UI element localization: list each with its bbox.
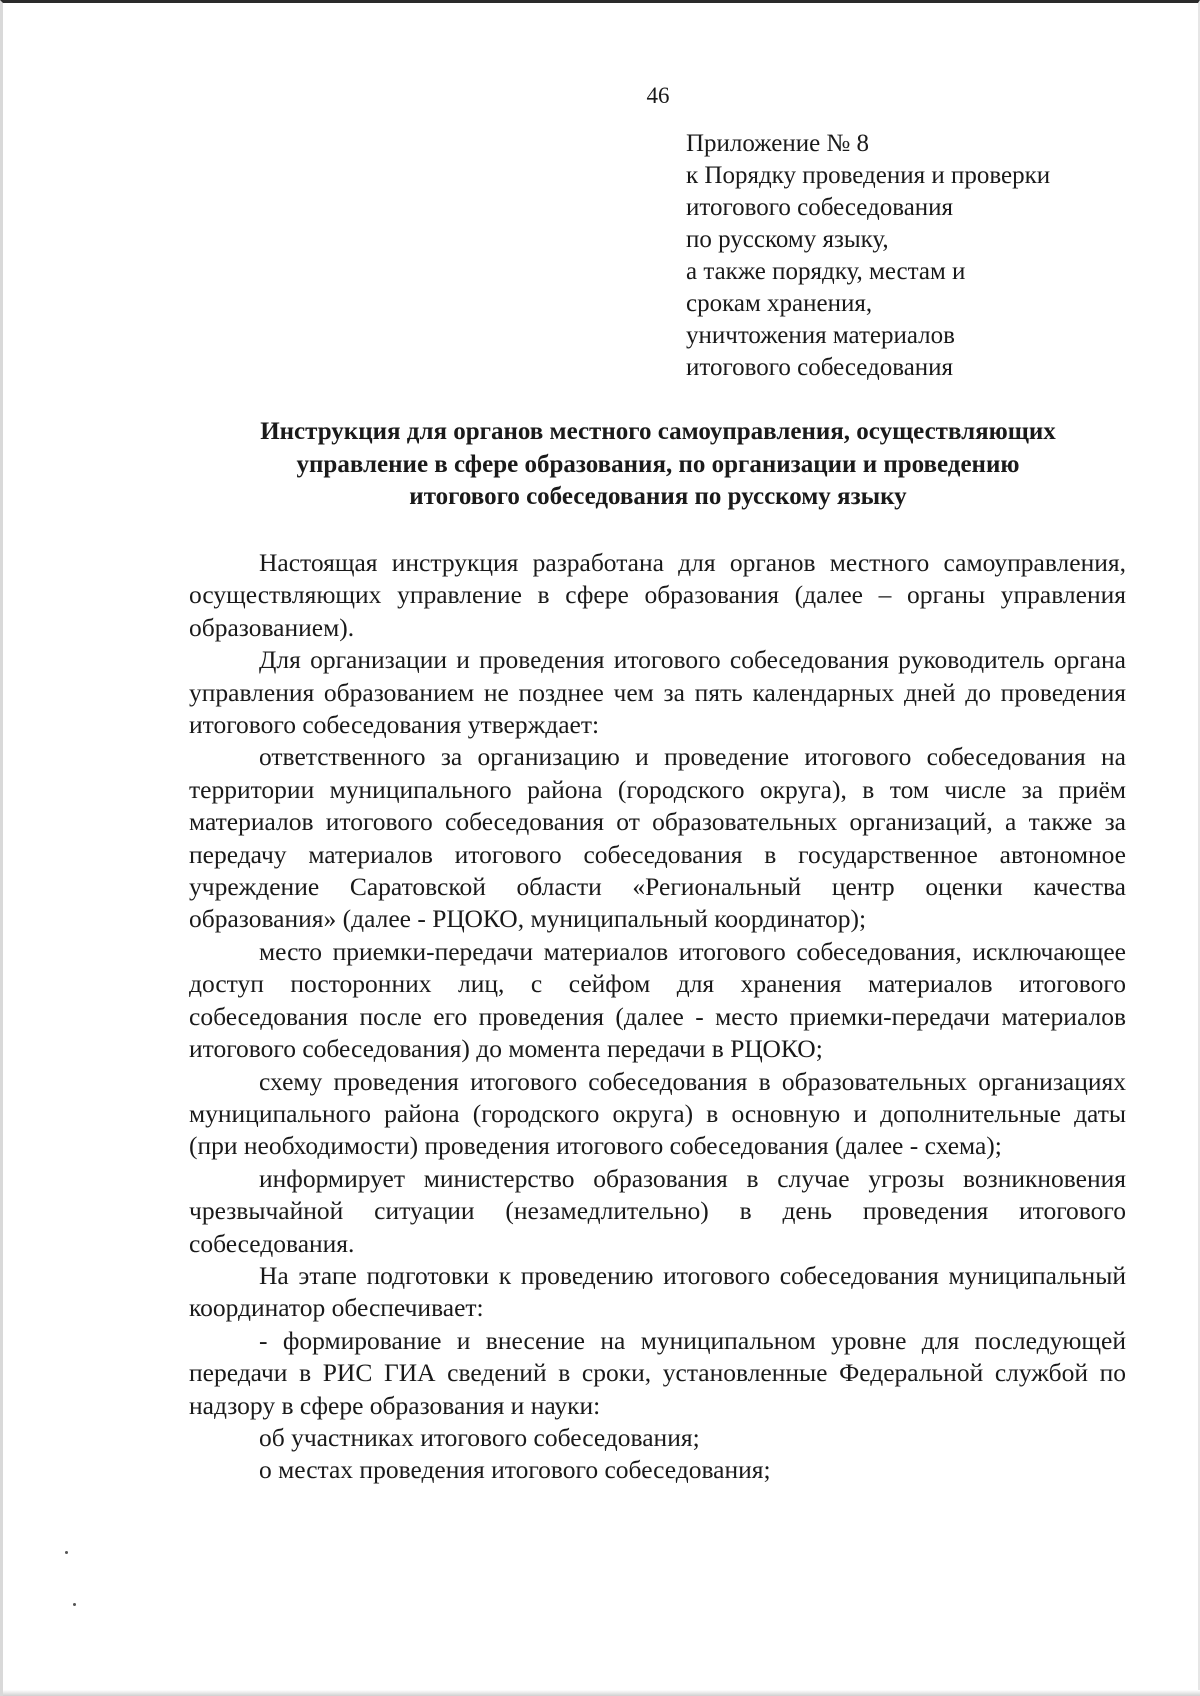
scan-artifact-dot xyxy=(73,1603,76,1606)
appendix-line: Приложение № 8 xyxy=(686,130,870,157)
appendix-line: срокам хранения, xyxy=(686,290,873,317)
appendix-line: уничтожения материалов xyxy=(686,322,955,349)
scan-artifact-dot xyxy=(65,1551,68,1554)
appendix-line: по русскому языку, xyxy=(686,226,889,253)
body-paragraph: На этапе подготовки к проведению итогового собеседования муниципальный координатор обеспечивает: xyxy=(189,1260,1126,1323)
body-paragraph: информирует министерство образования в случае угрозы возникновения чрезвычайной ситуации (незамедлительно) в день проведения итогового собеседования. xyxy=(189,1163,1126,1258)
title-line: управление в сфере образования, по организации и проведению xyxy=(296,450,1020,478)
body-paragraph: схему проведения итогового собеседования в образовательных организациях муниципального района (городского округа) в основную и дополнительные даты (при необходимости) проведения итогового собеседования (далее - схема); xyxy=(189,1066,1126,1161)
title-line: Инструкция для органов местного самоуправления, осуществляющих xyxy=(260,418,1056,445)
list-item: о местах проведения итогового собеседования; xyxy=(259,1455,771,1485)
body-paragraph: ответственного за организацию и проведение итогового собеседования на территории муниципального района (городского округа), в том числе за приём материалов итогового собеседования от образовательных организаций, а также за передачу материалов итогового собеседования в государственное автономное учреждение Саратовской области «Региональный центр оценки качества образования» (далее - РЦОКО, муниципальный координатор); xyxy=(189,742,1126,934)
page-bottom-edge xyxy=(3,1690,1200,1696)
title-line: итогового собеседования по русскому языку xyxy=(409,483,907,510)
page-number: 46 xyxy=(646,83,670,108)
body-paragraph: Настоящая инструкция разработана для органов местного самоуправления, осуществляющих управление в сфере образования (далее – органы управления образованием). xyxy=(189,548,1126,642)
appendix-header xyxy=(686,128,1050,384)
document-title xyxy=(193,416,1123,514)
document-body xyxy=(189,547,1126,1487)
appendix-line: итогового собеседования xyxy=(686,194,954,221)
appendix-line: а также порядку, местам и xyxy=(686,258,966,285)
body-paragraph: Для организации и проведения итогового собеседования руководитель органа управления образованием не позднее чем за пять календарных дней до проведения итогового собеседования утверждает: xyxy=(189,645,1126,740)
appendix-line: к Порядку проведения и проверки xyxy=(686,162,1051,189)
appendix-line: итогового собеседования xyxy=(686,354,954,381)
list-item: об участниках итогового собеседования; xyxy=(259,1422,700,1452)
body-paragraph: место приемки-передачи материалов итогового собеседования, исключающее доступ посторонних лиц, с сейфом для хранения материалов итогового собеседования после его проведения (далее - место приемки-передачи материалов итогового собеседования) до момента передачи в РЦОКО; xyxy=(189,936,1126,1064)
body-paragraph: - формирование и внесение на муниципальном уровне для последующей передачи в РИС ГИА сведений в сроки, установленные Федеральной службой по надзору в сфере образования и науки: xyxy=(189,1325,1126,1420)
